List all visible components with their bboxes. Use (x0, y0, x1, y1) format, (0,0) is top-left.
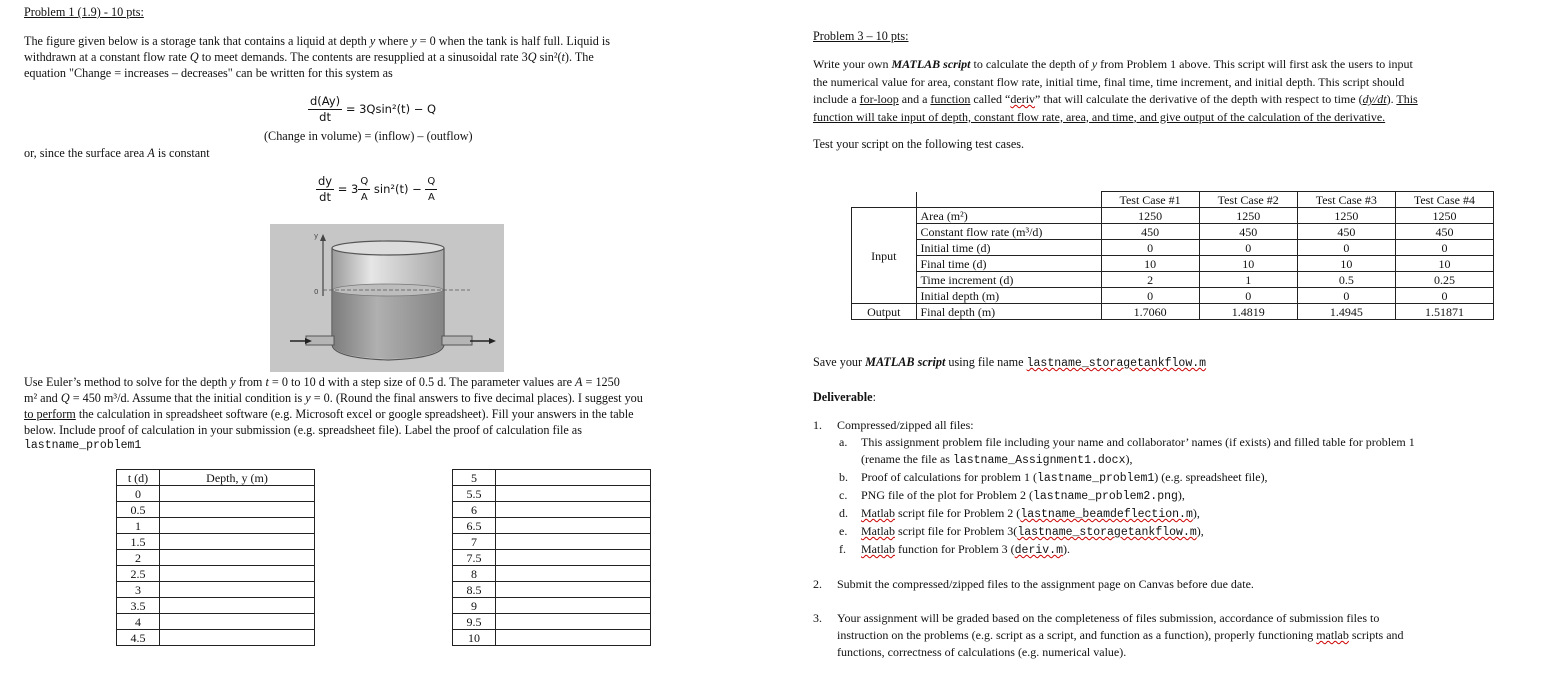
list-item: 2. Submit the compressed/zipped files to the assignment page on Canvas before due date. (813, 577, 1254, 591)
storage-tank-figure (270, 224, 504, 372)
time-cell: 2 (117, 550, 160, 566)
table-row (117, 534, 315, 550)
list-item: c. PNG file of the plot for Problem 2 (lastname_problem2.png), (839, 488, 1185, 503)
depth-answer-cell[interactable] (160, 630, 315, 646)
equation-volume-balance: $\frac{d(Ay)}{dt}$ = 3Qsin²(t) − Q (310, 94, 437, 124)
table-row (453, 582, 651, 598)
time-cell: 1.5 (117, 534, 160, 550)
depth-table-left (116, 469, 315, 646)
table-row (117, 518, 315, 534)
table-row (453, 534, 651, 550)
time-cell: 9 (453, 598, 496, 614)
input-group-label: Input (852, 208, 917, 304)
time-cell: 4 (117, 614, 160, 630)
depth-answer-cell[interactable] (496, 470, 651, 486)
depth-answer-cell[interactable] (160, 534, 315, 550)
table-row (453, 550, 651, 566)
list-item: e. Matlab script file for Problem 3(lastname_storagetankflow.m), (839, 524, 1204, 539)
time-cell: 6 (453, 502, 496, 518)
time-cell: 0.5 (117, 502, 160, 518)
table-row (453, 614, 651, 630)
time-cell: 3 (117, 582, 160, 598)
col-header-depth: Depth, y (m) (160, 470, 315, 486)
change-in-volume-line: (Change in volume) = (inflow) – (outflow) (264, 129, 473, 143)
time-cell: 4.5 (117, 630, 160, 646)
row-label: Time increment (d) (916, 272, 1101, 288)
table-row (117, 582, 315, 598)
depth-answer-cell[interactable] (496, 534, 651, 550)
problem1-heading: Problem 1 (1.9) - 10 pts: (24, 5, 144, 19)
row-label: Initial time (d) (916, 240, 1101, 256)
problem3-description: Write your own MATLAB script to calculate the depth of y from Problem 1 above. This script will first ask the users to input the numerical value for area, constant flow rate, initial time, final time, time increment, and initial depth. This script should include a for-loop and a function called “deriv” that will calculate the derivative of the depth with respect to time (dy/dt). This function will take input of depth, constant flow rate, area, and time, and give output of the calculation of the derivative. (813, 57, 1418, 124)
table-row: Final time (d) 10 10 10 10 (852, 256, 1494, 272)
col-header-time: t (d) (117, 470, 160, 486)
storage-tank-drawing (270, 224, 504, 372)
table-row (117, 614, 315, 630)
time-cell: 0 (117, 486, 160, 502)
depth-answer-cell[interactable] (496, 518, 651, 534)
zero-level-label: 0 (314, 288, 319, 296)
time-cell: 8 (453, 566, 496, 582)
table-row (117, 630, 315, 646)
time-cell: 6.5 (453, 518, 496, 534)
depth-answer-cell[interactable] (496, 582, 651, 598)
depth-answer-cell[interactable] (160, 550, 315, 566)
table-row (117, 598, 315, 614)
y-axis-label: y (314, 232, 319, 240)
equation-depth-derivative: $\frac{dy}{dt}$ = 3 $\frac{Q}{A}$ sin²(t) − $\frac{Q}{A}$ (318, 174, 436, 204)
table-row (453, 518, 651, 534)
time-cell: 7.5 (453, 550, 496, 566)
output-group-label: Output (852, 304, 917, 320)
y-axis-arrow-icon (320, 234, 326, 241)
row-label: Initial depth (m) (916, 288, 1101, 304)
problem3-heading: Problem 3 – 10 pts: (813, 29, 909, 43)
list-item: a. This assignment problem file including your name and collaborator’ names (if exists) and filled table for problem 1 (rename the file as lastname_Assignment1.docx), (839, 435, 1415, 467)
table-row (453, 502, 651, 518)
euler-instructions: Use Euler’s method to solve for the depth y from t = 0 to 10 d with a step size of 0.5 d. The parameter values are A = 1250 m² and Q = 450 m³/d. Assume that the initial condition is y = 0. (Round the final answers to five decimal places). I suggest you to perform the calculation in spreadsheet software (e.g. Microsoft excel or google spreadsheet). Fill your answers in the table below. Include proof of calculation in your submission (e.g. spreadsheet file). Label the proof of calculation file as lastname_problem1 (24, 375, 643, 452)
table-row: Time increment (d) 2 1 0.5 0.25 (852, 272, 1494, 288)
depth-answer-cell[interactable] (496, 502, 651, 518)
time-cell: 8.5 (453, 582, 496, 598)
time-cell: 7 (453, 534, 496, 550)
list-item: 1. Compressed/zipped all files: (813, 418, 974, 432)
depth-answer-cell[interactable] (496, 550, 651, 566)
list-item: d. Matlab script file for Problem 2 (lastname_beamdeflection.m), (839, 506, 1200, 521)
depth-answer-cell[interactable] (160, 502, 315, 518)
deliverables-list (813, 417, 1528, 661)
depth-answer-cell[interactable] (496, 630, 651, 646)
depth-table-right (452, 469, 651, 646)
row-label: Area (m²) (916, 208, 1101, 224)
list-item: b. Proof of calculations for problem 1 (lastname_problem1) (e.g. spreadsheet file), (839, 470, 1268, 485)
test-case-header: Test Case #3 (1297, 192, 1395, 208)
outlet-pipe (442, 336, 472, 345)
depth-answer-cell[interactable] (496, 566, 651, 582)
table-header-row (852, 192, 1494, 208)
time-cell: 9.5 (453, 614, 496, 630)
table-row: Initial depth (m) 0 0 0 0 (852, 288, 1494, 304)
depth-answer-cell[interactable] (160, 614, 315, 630)
test-case-header: Test Case #1 (1101, 192, 1199, 208)
problem1-intro: The figure given below is a storage tank that contains a liquid at depth y where y = 0 when the tank is half full. Liquid is withdrawn at a constant flow rate Q to meet demands. The contents are resupplied at a sinusoidal rate 3Q sin²(t). The equation "Change = increases – decreases" can be written for this system as (24, 34, 611, 80)
depth-answer-cell[interactable] (496, 598, 651, 614)
time-cell: 2.5 (117, 566, 160, 582)
table-row: Initial time (d) 0 0 0 0 (852, 240, 1494, 256)
list-item: f. Matlab function for Problem 3 (deriv.m). (839, 542, 1070, 557)
save-instruction: Save your MATLAB script using file name lastname_storagetankflow.m (813, 355, 1207, 370)
outflow-arrow-icon (489, 338, 496, 344)
depth-answer-cell[interactable] (160, 486, 315, 502)
time-cell: 5.5 (453, 486, 496, 502)
depth-answer-cell[interactable] (496, 614, 651, 630)
since-area-constant: or, since the surface area A is constant (24, 146, 210, 160)
test-case-header: Test Case #2 (1199, 192, 1297, 208)
table-row (117, 566, 315, 582)
table-row (453, 486, 651, 502)
deliverable-heading: Deliverable: (813, 390, 876, 404)
table-header-row (117, 470, 315, 486)
test-case-table (851, 191, 1494, 320)
time-cell: 3.5 (117, 598, 160, 614)
test-cases-line: Test your script on the following test cases. (813, 137, 1025, 151)
table-row (117, 550, 315, 566)
table-row: Output Final depth (m) 1.7060 1.4819 1.4945 1.51871 (852, 304, 1494, 320)
table-row (453, 470, 651, 486)
table-row (453, 598, 651, 614)
depth-answer-cell[interactable] (160, 582, 315, 598)
time-cell: 1 (117, 518, 160, 534)
depth-answer-cell[interactable] (496, 486, 651, 502)
depth-answer-cell[interactable] (160, 598, 315, 614)
row-label: Final time (d) (916, 256, 1101, 272)
time-cell: 5 (453, 470, 496, 486)
row-label: Constant flow rate (m³/d) (916, 224, 1101, 240)
list-item: 3. Your assignment will be graded based on the completeness of files submission, accordance of submission files to instruction on the problems (e.g. script as a script, and function as a function), properly functioning matlab scripts and functions, correctness of calculations (e.g. numerical value). (813, 611, 1404, 659)
table-row (117, 486, 315, 502)
tank-liquid (333, 290, 443, 359)
test-case-header: Test Case #4 (1395, 192, 1493, 208)
table-row: Constant flow rate (m³/d) 450 450 450 450 (852, 224, 1494, 240)
time-cell: 10 (453, 630, 496, 646)
table-row (453, 566, 651, 582)
depth-answer-cell[interactable] (160, 566, 315, 582)
table-row (453, 630, 651, 646)
table-row (117, 502, 315, 518)
depth-answer-cell[interactable] (160, 518, 315, 534)
tank-rim (332, 241, 444, 255)
row-label: Final depth (m) (916, 304, 1101, 320)
table-row: Input Area (m²) 1250 1250 1250 1250 (852, 208, 1494, 224)
